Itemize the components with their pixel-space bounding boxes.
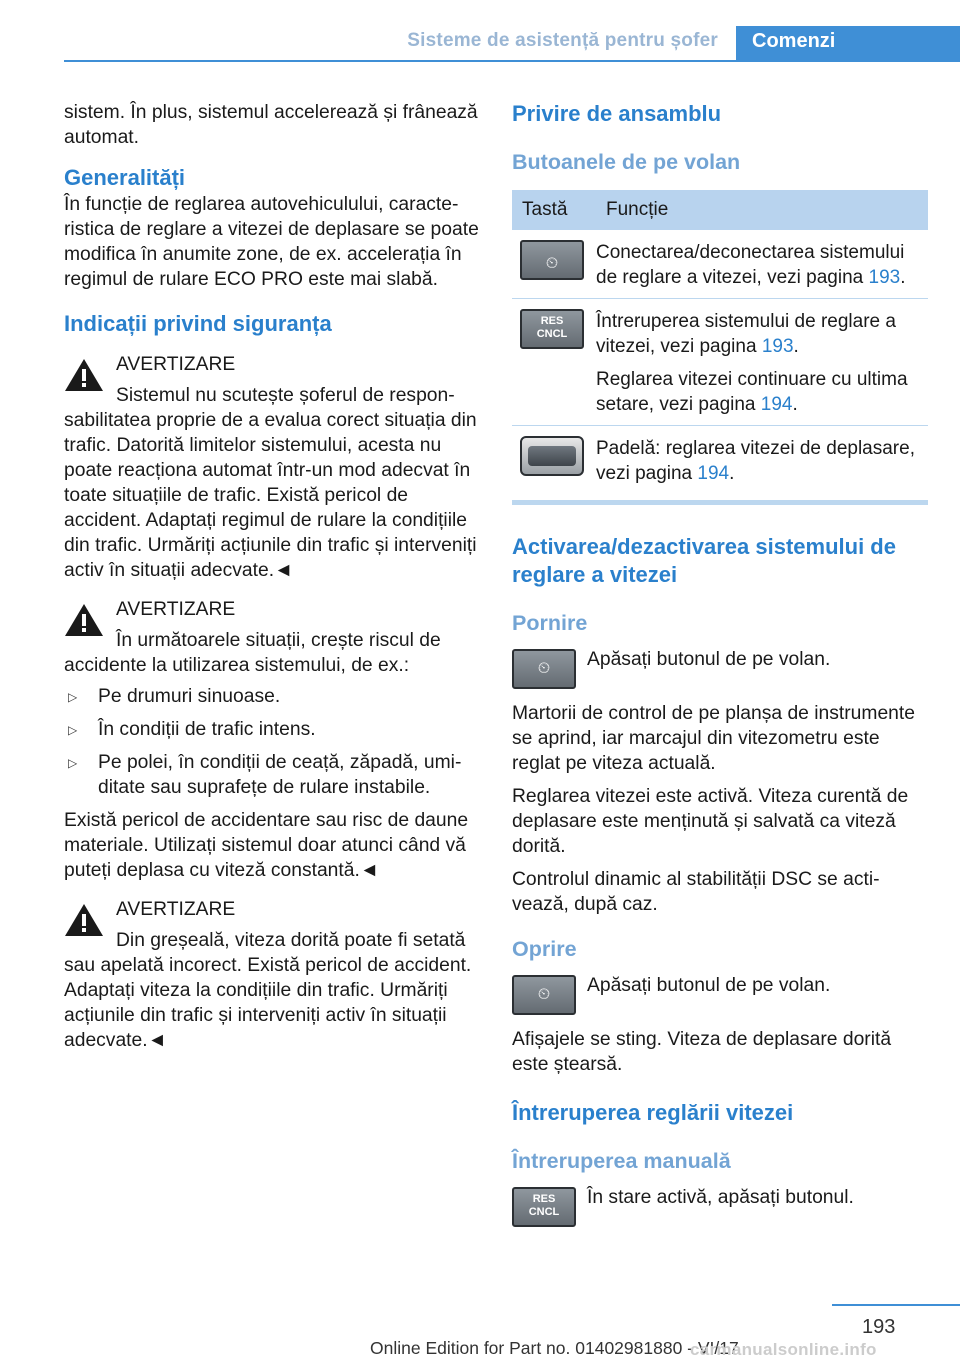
table-row: RES CNCL Întreruperea sistemului de reglare a vitezei, vezi pagina 193. Reglarea vitezei continuare cu ultima setare, vezi pagina 194.	[512, 299, 928, 426]
intro-paragraph: sistem. În plus, sistemul accelerează și frânează automat.	[64, 102, 478, 148]
warning-block-1	[64, 352, 480, 583]
warning-title: AVERTIZARE	[116, 599, 236, 620]
warning-triangle-icon	[64, 603, 104, 637]
stop-paragraph: Afișajele se sting. Viteza de deplasare dorită este ștearsă.	[512, 1029, 892, 1075]
edition-text: Online Edition for Part no. 01402981880 - VI/17	[370, 1338, 739, 1358]
list-item: ▷ Pe polei, în condiții de ceață, zăpadă, umiditate sau suprafețe de rulare instabile.	[68, 752, 462, 798]
warning-block-2	[64, 597, 480, 883]
page-number: 193	[862, 1316, 896, 1338]
list-item: ▷ Pe drumuri sinuoase.	[64, 684, 480, 709]
cruise-control-button-icon: ⏲	[512, 649, 576, 689]
warning-block-3	[64, 897, 480, 1053]
overview-heading: Privire de ansamblu	[512, 101, 722, 126]
manual-instruction-row	[512, 1185, 928, 1229]
left-column	[64, 100, 480, 1061]
manual-instruction: În stare activă, apăsați butonul.	[587, 1187, 854, 1208]
header-chapter-tab[interactable]: Comenzi	[736, 26, 960, 62]
watermark: carmanualsonline.info	[690, 1340, 877, 1359]
warning-text: Sistemul nu scutește șoferul de responsabilitatea proprie de a evalua corect situația din trafic. Datorită limitelor sistemului, acesta nu poate reacționa automat într-un mod adecvat în toate situațiile de trafic. Există pericol de accident. Adaptați regimul de rulare la condițiile din trafic. Urmăriți acțiunile din trafic și interveniți activ în situații adecvate.◄	[64, 385, 477, 581]
page-link[interactable]: 193	[761, 336, 794, 357]
triangle-bullet-icon: ▷	[68, 723, 78, 737]
stop-heading: Oprire	[512, 937, 577, 961]
start-heading: Pornire	[512, 611, 588, 635]
table-row: Padelă: reglarea vitezei de deplasare, vezi pagina 194.	[512, 426, 928, 495]
page-link[interactable]: 194	[697, 463, 730, 484]
interrupt-heading: Întreruperea reglării vitezei	[512, 1100, 794, 1125]
activation-heading: Activarea/dezactivarea sistemului de reglare a vitezei	[512, 534, 896, 587]
start-instruction: Apăsați butonul de pe volan.	[587, 649, 831, 670]
steering-buttons-table	[512, 190, 928, 494]
table-header-row	[512, 190, 928, 230]
start-paragraph-1: Martorii de control de pe planșa de instrumente se aprind, iar marcajul din vitezometru este reglat pe viteza actuală.	[512, 703, 915, 774]
table-row: ⏲ Conectarea/deconectarea sistemului de reglare a vitezei, vezi pagina 193.	[512, 230, 928, 299]
warning-text: Din greșeală, viteza dorită poate fi setată sau apelată incorect. Există pericol de accident. Adaptați viteza la condițiile din trafic. Urmăriți acțiunile din trafic și interveniți activ în situații adecvate.◄	[64, 930, 472, 1051]
general-heading: Generalități	[64, 165, 186, 190]
warning-triangle-icon	[64, 903, 104, 937]
triangle-bullet-icon: ▷	[68, 690, 78, 704]
stop-instruction-row	[512, 973, 928, 1017]
buttons-heading: Butoanele de pe volan	[512, 150, 741, 174]
header-rule	[64, 60, 960, 62]
cruise-control-button-icon: ⏲	[512, 975, 576, 1015]
res-cncl-button-icon: RES CNCL	[512, 1187, 576, 1227]
start-instruction-row	[512, 647, 928, 691]
right-column	[512, 100, 928, 1239]
page-link[interactable]: 193	[868, 267, 901, 288]
table-bottom-rule	[512, 500, 928, 505]
footer-rule	[832, 1304, 960, 1306]
triangle-bullet-icon: ▷	[68, 756, 78, 770]
manual-interrupt-heading: Întreruperea manuală	[512, 1149, 731, 1173]
res-cncl-button-icon: RES CNCL	[520, 309, 584, 349]
start-paragraph-3: Controlul dinamic al stabilității DSC se activează, după caz.	[512, 869, 880, 915]
general-paragraph: În funcție de reglarea autovehiculului, caracteristica de reglare a vitezei de deplasare se poate modifica în anumite zone, de ex. accelerația în regimul de rulare ECO PRO este mai slabă.	[64, 194, 479, 290]
risk-list	[64, 684, 480, 800]
header-section-title: Sisteme de asistență pentru șofer	[407, 30, 718, 51]
cruise-control-button-icon: ⏲	[520, 240, 584, 280]
warning-conclusion: Există pericol de accidentare sau risc de daune materiale. Utilizați sistemul doar atunci când vă puteți deplasa cu viteză constantă.◄	[64, 810, 469, 881]
warning-text: În următoarele situații, crește riscul de accidente la utilizarea sistemului, de ex.:	[64, 630, 441, 676]
page-header	[64, 26, 960, 62]
warning-title: AVERTIZARE	[116, 899, 236, 920]
warning-title: AVERTIZARE	[116, 354, 236, 375]
stop-instruction: Apăsați butonul de pe volan.	[587, 975, 831, 996]
paddle-switch-icon	[520, 436, 584, 476]
list-item: ▷ În condiții de trafic intens.	[64, 717, 480, 742]
column-header-key: Tastă	[512, 190, 596, 230]
page-link[interactable]: 194	[760, 394, 793, 415]
column-header-function: Funcție	[596, 190, 928, 230]
safety-heading: Indicații privind siguranța	[64, 311, 332, 336]
warning-triangle-icon	[64, 358, 104, 392]
start-paragraph-2: Reglarea vitezei este activă. Viteza curentă de deplasare este menținută și salvată ca viteză dorită.	[512, 786, 909, 857]
